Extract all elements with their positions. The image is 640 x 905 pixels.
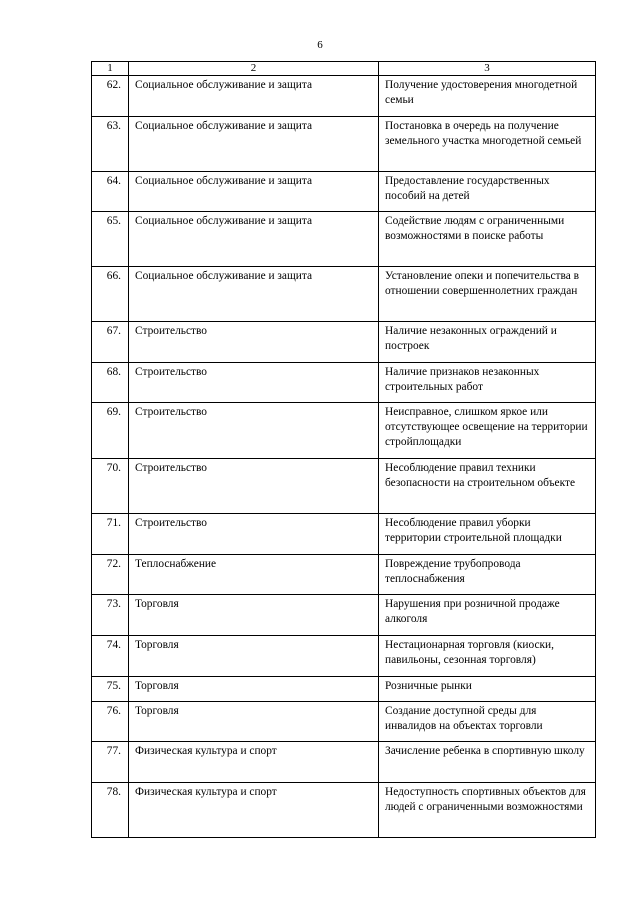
column-header-category: 2 — [129, 62, 379, 76]
row-description: Получение удостоверения многодетной семьи — [379, 76, 596, 117]
row-number: 63. — [92, 117, 129, 172]
row-description: Создание доступной среды для инвалидов на объектах торговли — [379, 702, 596, 742]
table-row — [92, 322, 596, 363]
table-row — [92, 742, 596, 783]
row-description: Наличие незаконных ограждений и построек — [379, 322, 596, 363]
row-category: Физическая культура и спорт — [129, 742, 379, 783]
table-row — [92, 702, 596, 742]
row-description: Установление опеки и попечительства в отношении совершеннолетних граждан — [379, 267, 596, 322]
column-header-number: 1 — [92, 62, 129, 76]
table-row — [92, 514, 596, 555]
row-category: Теплоснабжение — [129, 555, 379, 595]
row-description: Предоставление государственных пособий на детей — [379, 172, 596, 212]
row-number: 71. — [92, 514, 129, 555]
row-category: Социальное обслуживание и защита — [129, 117, 379, 172]
table-row — [92, 267, 596, 322]
row-number: 69. — [92, 403, 129, 459]
table-row — [92, 783, 596, 838]
row-category: Социальное обслуживание и защита — [129, 172, 379, 212]
table-row — [92, 76, 596, 117]
row-number: 68. — [92, 363, 129, 403]
row-number: 66. — [92, 267, 129, 322]
row-category: Социальное обслуживание и защита — [129, 212, 379, 267]
row-category: Торговля — [129, 702, 379, 742]
row-description: Несоблюдение правил техники безопасности на строительном объекте — [379, 459, 596, 514]
row-number: 67. — [92, 322, 129, 363]
row-number: 75. — [92, 677, 129, 702]
table-row — [92, 677, 596, 702]
row-description: Нестационарная торговля (киоски, павильоны, сезонная торговля) — [379, 636, 596, 677]
row-number: 65. — [92, 212, 129, 267]
table-row — [92, 363, 596, 403]
row-category: Физическая культура и спорт — [129, 783, 379, 838]
row-category: Строительство — [129, 363, 379, 403]
page-number: 6 — [317, 39, 323, 51]
services-table — [91, 61, 596, 838]
row-category: Торговля — [129, 595, 379, 636]
table-header-row — [92, 62, 596, 76]
table-row — [92, 117, 596, 172]
row-number: 73. — [92, 595, 129, 636]
row-description: Недоступность спортивных объектов для людей с ограниченными возможностями — [379, 783, 596, 838]
row-category: Торговля — [129, 636, 379, 677]
row-description: Наличие признаков незаконных строительных работ — [379, 363, 596, 403]
table-row — [92, 212, 596, 267]
table-row — [92, 636, 596, 677]
row-category: Строительство — [129, 403, 379, 459]
row-number: 70. — [92, 459, 129, 514]
row-number: 74. — [92, 636, 129, 677]
row-description: Несоблюдение правил уборки территории строительной площадки — [379, 514, 596, 555]
row-description: Повреждение трубопровода теплоснабжения — [379, 555, 596, 595]
table-row — [92, 403, 596, 459]
row-description: Постановка в очередь на получение земельного участка многодетной семьей — [379, 117, 596, 172]
table-row — [92, 172, 596, 212]
row-description: Неисправное, слишком яркое или отсутствующее освещение на территории стройплощадки — [379, 403, 596, 459]
table-row — [92, 595, 596, 636]
row-category: Социальное обслуживание и защита — [129, 267, 379, 322]
row-number: 64. — [92, 172, 129, 212]
row-description: Розничные рынки — [379, 677, 596, 702]
row-category: Строительство — [129, 322, 379, 363]
row-number: 62. — [92, 76, 129, 117]
row-category: Строительство — [129, 514, 379, 555]
row-number: 77. — [92, 742, 129, 783]
row-description: Содействие людям с ограниченными возможностями в поиске работы — [379, 212, 596, 267]
row-category: Строительство — [129, 459, 379, 514]
row-number: 78. — [92, 783, 129, 838]
row-number: 76. — [92, 702, 129, 742]
row-number: 72. — [92, 555, 129, 595]
table-row — [92, 555, 596, 595]
column-header-description: 3 — [379, 62, 596, 76]
table-body — [92, 76, 596, 838]
row-description: Нарушения при розничной продаже алкоголя — [379, 595, 596, 636]
row-category: Социальное обслуживание и защита — [129, 76, 379, 117]
row-description: Зачисление ребенка в спортивную школу — [379, 742, 596, 783]
table-row — [92, 459, 596, 514]
row-category: Торговля — [129, 677, 379, 702]
